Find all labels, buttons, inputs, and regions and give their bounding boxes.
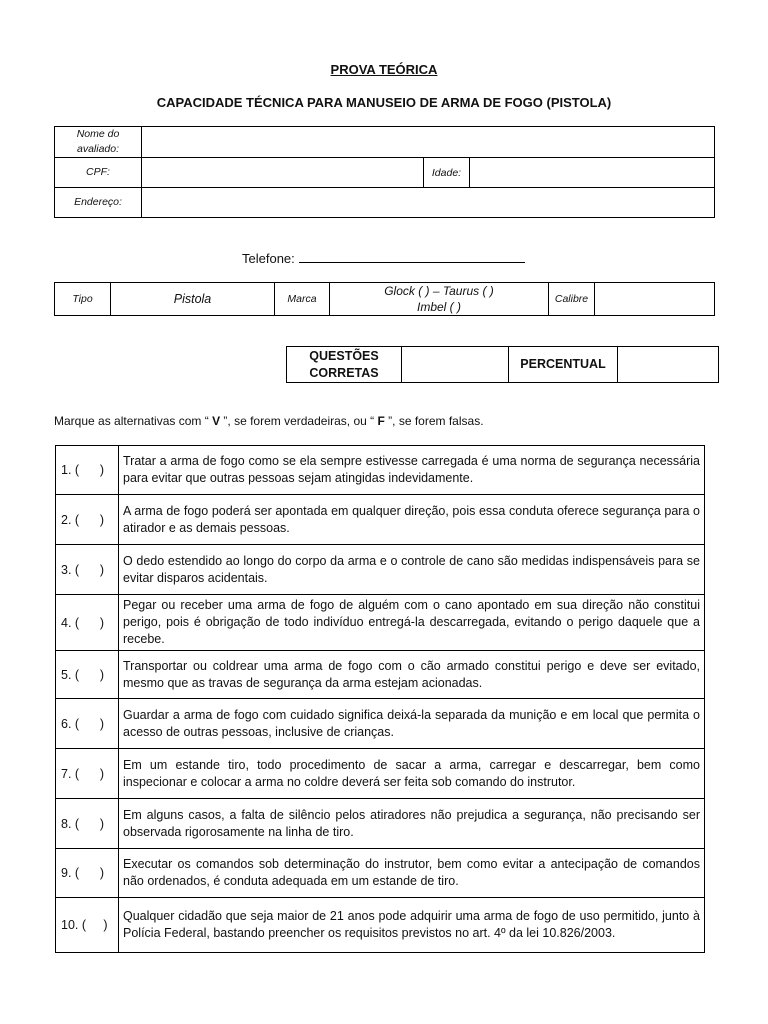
question-text: Tratar a arma de fogo como se ela sempre estivesse carregada é uma norma de segurança necessária para evitar que outras pessoas sejam atingidas indevidamente. (119, 446, 705, 495)
instructions-part2: ”, se forem verdadeiras, ou “ (220, 414, 378, 428)
type-value: Pistola (111, 283, 275, 316)
correct-label-line2: CORRETAS (309, 365, 379, 380)
age-label: Idade: (424, 158, 470, 188)
address-label: Endereço: (55, 188, 142, 218)
question-row (56, 849, 705, 898)
question-text: Qualquer cidadão que seja maior de 21 anos pode adquirir uma arma de fogo de uso permitido, junto à Polícia Federal, bastando preencher os requisitos previstos no art. 4º da lei 10.826/2003. (119, 898, 705, 953)
question-text: Em um estande tiro, todo procedimento de sacar a arma, carregar e descarregar, bem como inspecionar e colocar a arma no coldre deverá ser feita sob comando do instrutor. (119, 749, 705, 799)
answer-box[interactable]: 8. ( ) (56, 799, 119, 849)
answer-box[interactable]: 5. ( ) (56, 651, 119, 699)
question-row (56, 545, 705, 595)
caliber-field[interactable] (595, 283, 715, 316)
page-subtitle: CAPACIDADE TÉCNICA PARA MANUSEIO DE ARMA DE FOGO (PISTOLA) (156, 95, 612, 110)
question-row (56, 898, 705, 953)
answer-box[interactable]: 6. ( ) (56, 699, 119, 749)
name-label-line1: Nome do (76, 128, 120, 140)
instructions-f: F (377, 414, 385, 428)
weapon-info-table (54, 282, 715, 316)
answer-box[interactable]: 2. ( ) (56, 495, 119, 545)
instructions-part1: Marque as alternativas com “ (54, 414, 213, 428)
answer-box[interactable]: 7. ( ) (56, 749, 119, 799)
answer-box[interactable]: 3. ( ) (56, 545, 119, 595)
questions-table (55, 445, 705, 953)
answer-box[interactable]: 1. ( ) (56, 446, 119, 495)
question-text: Em alguns casos, a falta de silêncio pelos atiradores não prejudica a segurança, não precisando ser observada rigorosamente na linha de tiro. (119, 799, 705, 849)
address-field[interactable] (142, 188, 715, 218)
evaluee-info-table (54, 126, 715, 218)
percent-field[interactable] (618, 347, 719, 383)
instructions-v: V (212, 414, 221, 428)
caliber-label: Calibre (549, 283, 595, 316)
correct-questions-field[interactable] (402, 347, 509, 383)
score-table (286, 346, 719, 383)
question-text: A arma de fogo poderá ser apontada em qualquer direção, pois essa conduta oferece segurança para o atirador e as demais pessoas. (119, 495, 705, 545)
correct-label-line1: QUESTÕES (309, 348, 379, 363)
answer-box[interactable]: 4. ( ) (56, 595, 119, 651)
name-field[interactable] (142, 127, 715, 158)
brand-options-line2: Imbel ( ) (416, 300, 461, 314)
cpf-field[interactable] (142, 158, 424, 188)
instructions-part3: ”, se forem falsas. (384, 414, 484, 428)
name-label (55, 127, 142, 158)
brand-options-line1: Glock ( ) – Taurus ( ) (384, 284, 494, 298)
phone-field[interactable] (299, 251, 525, 263)
age-field[interactable] (470, 158, 715, 188)
brand-label: Marca (275, 283, 330, 316)
cpf-label: CPF: (55, 158, 142, 188)
correct-questions-label (287, 347, 402, 383)
brand-options[interactable] (330, 283, 549, 316)
answer-box[interactable]: 10. ( ) (56, 898, 119, 953)
name-label-line2: avaliado: (76, 143, 120, 155)
question-text: Executar os comandos sob determinação do instrutor, bem como evitar a antecipação de comandos não ordenados, é conduta adequada em um estande de tiro. (119, 849, 705, 898)
question-row (56, 651, 705, 699)
question-text: Pegar ou receber uma arma de fogo de alguém com o cano apontado em sua direção não constitui perigo, pois é obrigação de todo indivíduo entregá-la descarregada, evitando o perigo daquele que a recebe. (119, 595, 705, 651)
phone-row (242, 251, 525, 266)
phone-label: Telefone: (242, 251, 295, 266)
question-row (56, 495, 705, 545)
question-row (56, 799, 705, 849)
question-text: Transportar ou coldrear uma arma de fogo com o cão armado constitui perigo e deve ser evitado, mesmo que as travas de segurança da arma estejam acionadas. (119, 651, 705, 699)
question-text: Guardar a arma de fogo com cuidado significa deixá-la separada da munição e em local que permita o acesso de outras pessoas, inclusive de crianças. (119, 699, 705, 749)
answer-box[interactable]: 9. ( ) (56, 849, 119, 898)
question-row (56, 699, 705, 749)
percent-label: PERCENTUAL (509, 347, 618, 383)
page-title: PROVA TEÓRICA (330, 62, 438, 77)
question-row (56, 749, 705, 799)
type-label: Tipo (55, 283, 111, 316)
question-text: O dedo estendido ao longo do corpo da arma e o controle de cano são medidas indispensáveis para se evitar disparos acidentais. (119, 545, 705, 595)
question-row (56, 446, 705, 495)
instructions (54, 414, 484, 428)
question-row (56, 595, 705, 651)
